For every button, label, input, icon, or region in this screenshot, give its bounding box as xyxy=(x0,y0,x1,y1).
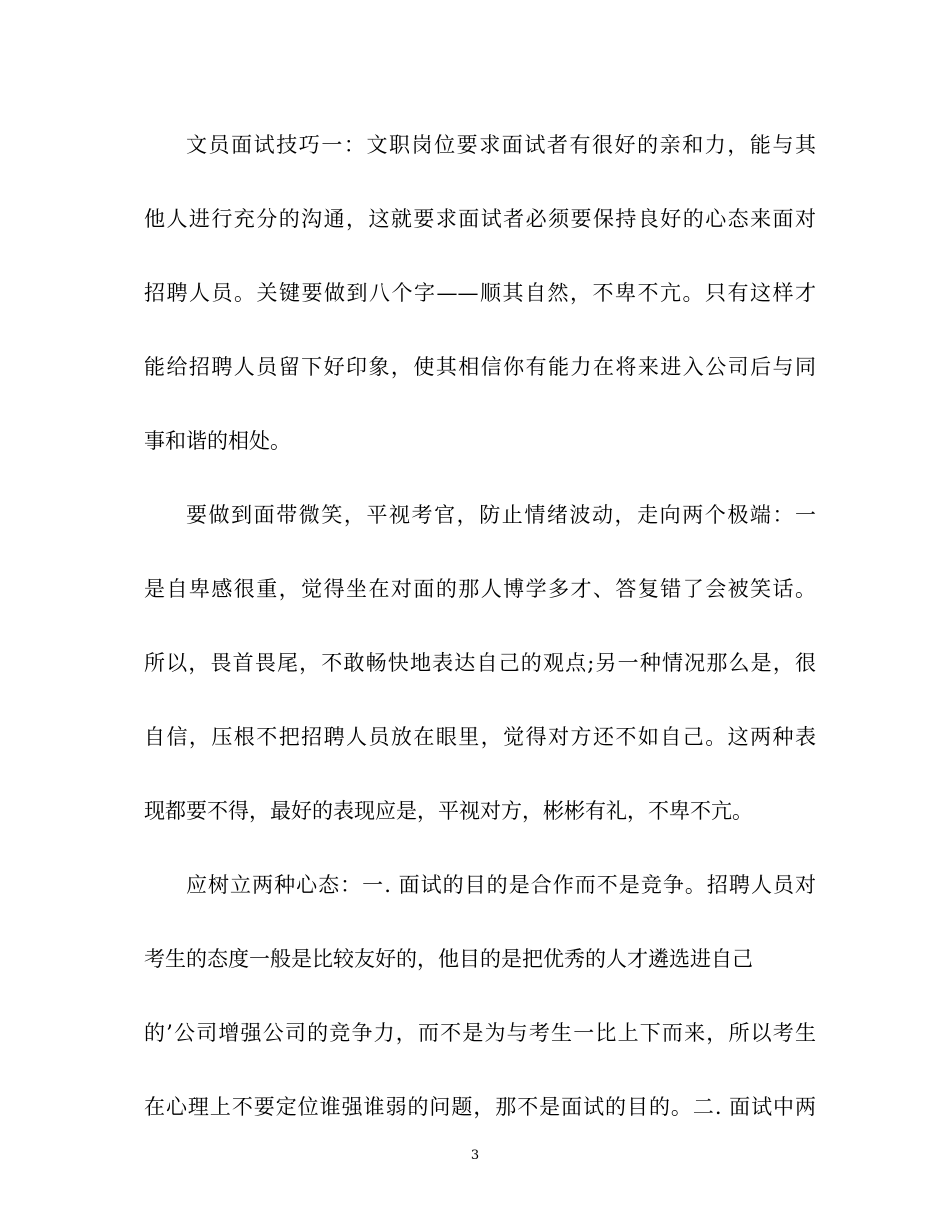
paragraph-2-line-5: 现都要不得，最好的表现应是，平视对方，彬彬有礼，不卑不亢。 xyxy=(144,799,753,823)
paragraph-2-line-2: 是自卑感很重，觉得坐在对面的那人博学多才、答复错了会被笑话。 xyxy=(144,577,816,601)
paragraph-2-line-3: 所以，畏首畏尾，不敢畅快地表达自己的观点;另一种情况那么是，很 xyxy=(144,651,816,675)
paragraph-3-line-2: 考生的态度一般是比较友好的，他目的是把优秀的人才遴选进自己 xyxy=(144,947,753,971)
paragraph-2-line-4: 自信，压根不把招聘人员放在眼里，觉得对方还不如自己。这两种表 xyxy=(144,725,816,749)
paragraph-1-line-4: 能给招聘人员留下好印象，使其相信你有能力在将来进入公司后与同 xyxy=(144,355,816,379)
paragraph-3-line-1: 应树立两种心态：一. 面试的目的是合作而不是竞争。招聘人员对 xyxy=(186,873,816,897)
paragraph-2-line-1: 要做到面带微笑，平视考官，防止情绪波动，走向两个极端：一 xyxy=(186,503,816,527)
page-number: 3 xyxy=(470,1148,480,1163)
paragraph-1-line-5: 事和谐的相处。 xyxy=(144,429,291,453)
paragraph-1-line-2: 他人进行充分的沟通，这就要求面试者必须要保持良好的心态来面对 xyxy=(144,207,816,231)
paragraph-1-line-3: 招聘人员。关键要做到八个字——顺其自然，不卑不亢。只有这样才 xyxy=(144,281,816,305)
paragraph-3-line-3: 的’公司增强公司的竞争力，而不是为与考生一比上下而来，所以考生 xyxy=(144,1021,816,1045)
paragraph-3-line-4: 在心理上不要定位谁强谁弱的问题，那不是面试的目的。二. 面试中两 xyxy=(144,1095,816,1119)
paragraph-1-line-1: 文员面试技巧一：文职岗位要求面试者有很好的亲和力，能与其 xyxy=(186,133,816,157)
